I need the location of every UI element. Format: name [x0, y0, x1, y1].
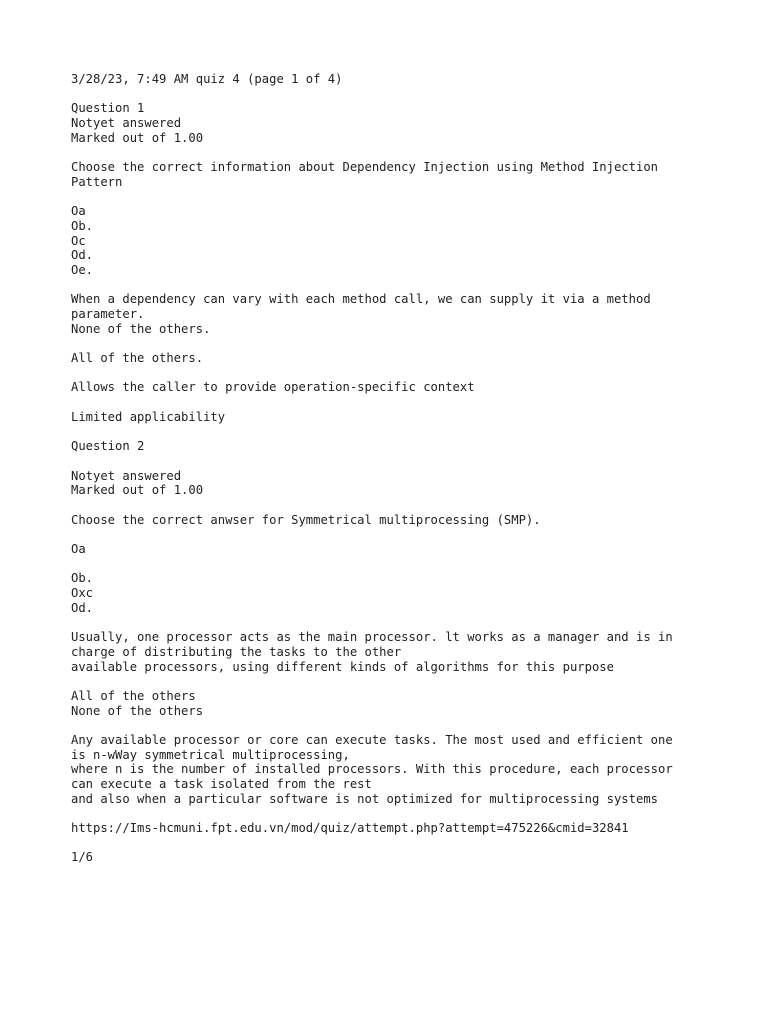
question-2-answer-d-cont: is n-wWay symmetrical multiprocessing,	[71, 747, 350, 762]
question-2-marks: Marked out of 1.00	[71, 483, 204, 498]
question-2-answer-d-cont: can execute a task isolated from the rest	[71, 777, 372, 791]
question-2-answer-c: None of the others	[71, 703, 204, 718]
question-2-answer-d-cont: where n is the number of installed processors. With this procedure, each processor	[71, 762, 673, 777]
question-2-answer-d-cont: and also when a particular software is not optimized for multiprocessing systems	[71, 791, 658, 806]
question-1-answer-a: When a dependency can vary with each method call, we can supply it via a method	[71, 292, 651, 307]
question-1-option-c[interactable]: Oc	[71, 233, 86, 248]
question-2-answer-a-cont: charge of distributing the tasks to the other	[71, 644, 402, 659]
question-1-answer-c: All of the others.	[71, 351, 204, 366]
page-header: 3/28/23, 7:49 AM quiz 4 (page 1 of 4)	[71, 72, 343, 86]
question-1-answer-d: Allows the caller to provide operation-specific context	[71, 380, 475, 395]
question-2-option-b[interactable]: Ob.	[71, 571, 94, 586]
question-1-option-d[interactable]: Od.	[71, 248, 94, 263]
question-1-title: Question 1	[71, 101, 145, 116]
footer-page-number: 1/6	[71, 850, 94, 865]
question-1-answer-b: None of the others.	[71, 321, 211, 336]
footer-url: https://Ims-hcmuni.fpt.edu.vn/mod/quiz/attempt.php?attempt=475226&cmid=32841	[71, 821, 629, 836]
question-2-answer-a: Usually, one processor acts as the main processor. lt works as a manager and is in	[71, 630, 673, 645]
question-1-option-e[interactable]: Oe.	[71, 262, 94, 277]
question-2-title: Question 2	[71, 439, 145, 454]
question-1-prompt: Choose the correct information about Dependency Injection using Method Injection	[71, 160, 658, 175]
question-1-marks: Marked out of 1.00	[71, 130, 204, 145]
question-2-option-c[interactable]: Oxc	[71, 586, 94, 601]
question-1-answer-e: Limited applicability	[71, 409, 226, 424]
question-1-option-b[interactable]: Ob.	[71, 218, 94, 233]
question-2-answer-b: All of the others	[71, 688, 196, 703]
question-2-status: Notyet answered	[71, 468, 182, 483]
question-2-option-d[interactable]: Od.	[71, 600, 94, 615]
question-2-prompt: Choose the correct anwser for Symmetrical multiprocessing (SMP).	[71, 512, 541, 527]
question-1-status: Notyet answered	[71, 116, 182, 131]
question-2-answer-d: Any available processor or core can execute tasks. The most used and efficient one	[71, 732, 673, 747]
question-1-option-a[interactable]: Oa	[71, 204, 86, 219]
question-2-answer-a-cont: available processors, using different kinds of algorithms for this purpose	[71, 659, 614, 674]
document-page	[71, 72, 711, 865]
question-1-answer-a-cont: parameter.	[71, 307, 145, 321]
question-1-prompt-cont: Pattern	[71, 174, 123, 189]
question-2-option-a[interactable]: Oa	[71, 542, 86, 556]
